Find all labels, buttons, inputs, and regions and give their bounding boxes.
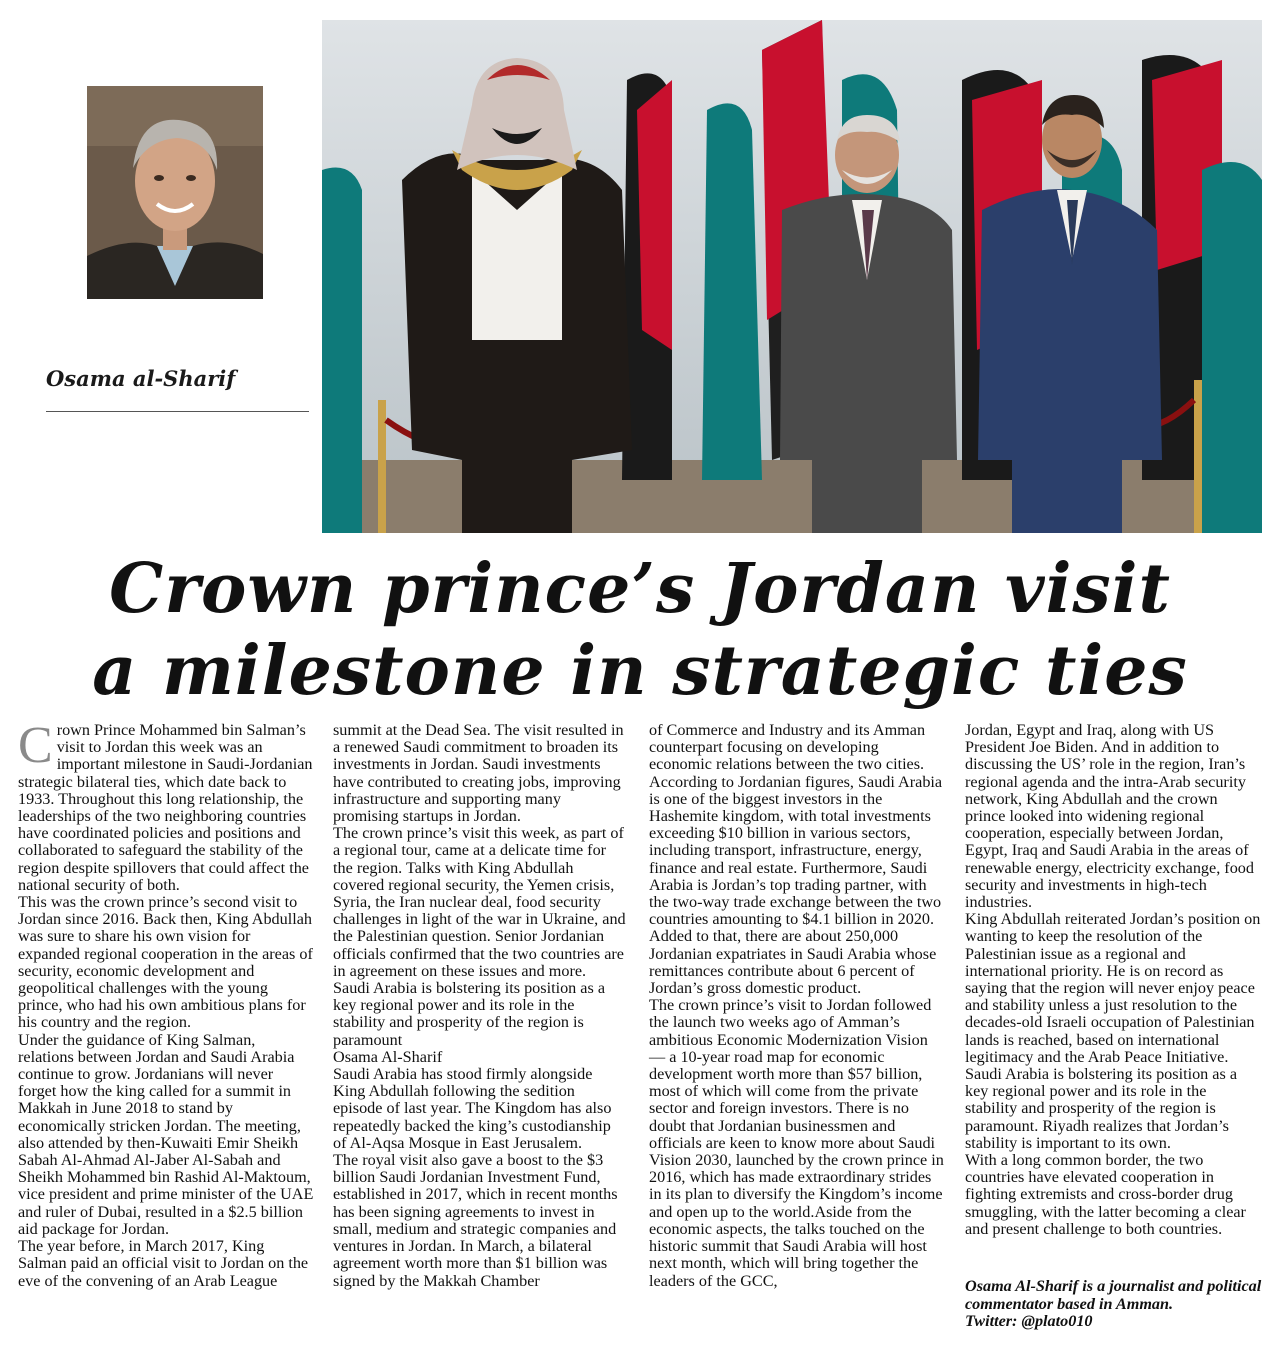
article-column-4	[965, 722, 1261, 1238]
headline	[30, 548, 1250, 712]
author-name: Osama al-Sharif	[46, 366, 236, 391]
article-column-2	[333, 722, 628, 1290]
pull-quote: Saudi Arabia is bolstering its position as a key regional power and its role in the stability and prosperity of the region is paramount	[333, 979, 606, 1049]
author-bio	[965, 1278, 1265, 1331]
bio-text: Osama Al-Sharif is a journalist and political commentator based in Amman.	[965, 1277, 1262, 1313]
paragraph: The royal visit also gave a boost to the $3 billion Saudi Jordanian Investment Fund, established in 2017, which in recent months has been signing agreements to invest in small, medium and strategic companies and ventures in Jordan. In March, a bilateral agreement worth more than $1 billion was signed by the Makkah Chamber	[333, 1151, 618, 1290]
headline-line-2: a milestone in strategic ties	[92, 631, 1188, 711]
paragraph: Saudi Arabia has stood firmly alongside King Abdullah following the sedition episode of last year. The Kingdom has also repeatedly backed the king’s custodianship of Al-Aqsa Mosque in East Jerusalem.	[333, 1065, 612, 1152]
paragraph: summit at the Dead Sea. The visit resulted in a renewed Saudi commitment to broaden its investments in Jordan. Saudi investments have contributed to creating jobs, improving infrastructure and supporting many promising startups in Jordan.	[333, 721, 624, 826]
drop-cap: C	[18, 717, 53, 774]
paragraph: of Commerce and Industry and its Amman counterpart focusing on developing economic relations between the two cities.	[649, 721, 926, 774]
paragraph: This was the crown prince’s second visit to Jordan since 2016. Back then, King Abdullah was sure to share his own vision for expanded regional cooperation in the areas of security, economic development and geopolitical challenges with the young prince, who had his own ambitious plans for his country and the region.	[18, 893, 313, 1032]
paragraph: rown Prince Mohammed bin Salman’s visit to Jordan this week was an important milestone in Saudi-Jordanian strategic bilateral ties, which date back to 1933. Throughout this long relationship, the leaderships of the two neighboring countries have coordinated policies and positions and collaborated to safeguard the stability of the region despite spillovers that could affect the national security of both.	[18, 721, 313, 894]
author-photo	[87, 86, 263, 299]
paragraph: The crown prince’s visit this week, as part of a regional tour, came at a delicate time for the region. Talks with King Abdullah covered regional security, the Yemen crisis, Syria, the Iran nuclear deal, food security challenges in light of the war in Ukraine, and the Palestinian question. Senior Jordanian officials confirmed that the two countries are in agreement on these issues and more.	[333, 824, 626, 980]
article-column-1	[18, 717, 314, 1290]
main-photo	[322, 20, 1262, 533]
article-column-3	[649, 722, 945, 1290]
pull-quote-attribution: Osama Al-Sharif	[333, 1047, 443, 1066]
bio-twitter: Twitter: @plato010	[965, 1312, 1093, 1330]
headline-line-1: Crown prince’s Jordan visit	[109, 549, 1171, 629]
paragraph: The year before, in March 2017, King Salman paid an official visit to Jordan on the eve of the convening of an Arab League	[18, 1237, 309, 1290]
paragraph: According to Jordanian figures, Saudi Arabia is one of the biggest investors in the Hashemite kingdom, with total investments exceeding $10 billion in various sectors, including transport, infrastructure, energy, finance and real estate. Furthermore, Saudi Arabia is Jordan’s top trading partner, with the two-way trade exchange between the two countries amounting to $4.1 billion in 2020. Added to that, there are about 250,000 Jordanian expatriates in Saudi Arabia whose remittances contribute about 6 percent of Jordan’s gross domestic product.	[649, 772, 943, 998]
paragraph: Under the guidance of King Salman, relations between Jordan and Saudi Arabia continue to grow. Jordanians will never forget how the king called for a summit in Makkah in June 2018 to stand by economically stricken Jordan. The meeting, also attended by then-Kuwaiti Emir Sheikh Sabah Al-Ahmad Al-Jaber Al-Sabah and Sheikh Mohammed bin Rashid Al-Maktoum, vice president and prime minister of the UAE and ruler of Dubai, resulted in a $2.5 billion aid package for Jordan.	[18, 1030, 314, 1238]
paragraph: The crown prince’s visit to Jordan followed the launch two weeks ago of Amman’s ambitious Economic Modernization Vision — a 10-year road map for economic development worth more than $57 billion, most of which will come from the private sector and foreign investors. There is no doubt that Jordanian businessmen and officials are keen to know more about Saudi Vision 2030, launched by the crown prince in 2016, which has made extraordinary strides in its plan to diversify the Kingdom’s income and open up to the world.Aside from the economic aspects, the talks touched on the historic summit that Saudi Arabia will host next month, which will bring together the leaders of the GCC,	[649, 996, 944, 1290]
paragraph: With a long common border, the two countries have elevated cooperation in fighting extremists and cross-border drug smuggling, with the latter becoming a clear and present challenge to both countries.	[965, 1151, 1246, 1238]
paragraph: King Abdullah reiterated Jordan’s position on wanting to keep the resolution of the Palestinian issue as a regional and international priority. He is on record as saying that the region will never enjoy peace and stability unless a just resolution to the decades-old Israeli occupation of Palestinian lands is reached, based on international legitimacy and the Arab Peace Initiative. Saudi Arabia is bolstering its position as a key regional power and its role in the stability and prosperity of the region is paramount. Riyadh realizes that Jordan’s stability is important to its own.	[965, 910, 1261, 1152]
paragraph: Jordan, Egypt and Iraq, along with US President Joe Biden. And in addition to discussing the US’ role in the region, Iran’s regional agenda and the intra-Arab security network, King Abdullah and the crown prince looked into widening regional cooperation, especially between Jordan, Egypt, Iraq and Saudi Arabia in the areas of renewable energy, electricity exchange, food security and investments in high-tech industries.	[965, 721, 1254, 912]
author-divider	[46, 411, 309, 412]
